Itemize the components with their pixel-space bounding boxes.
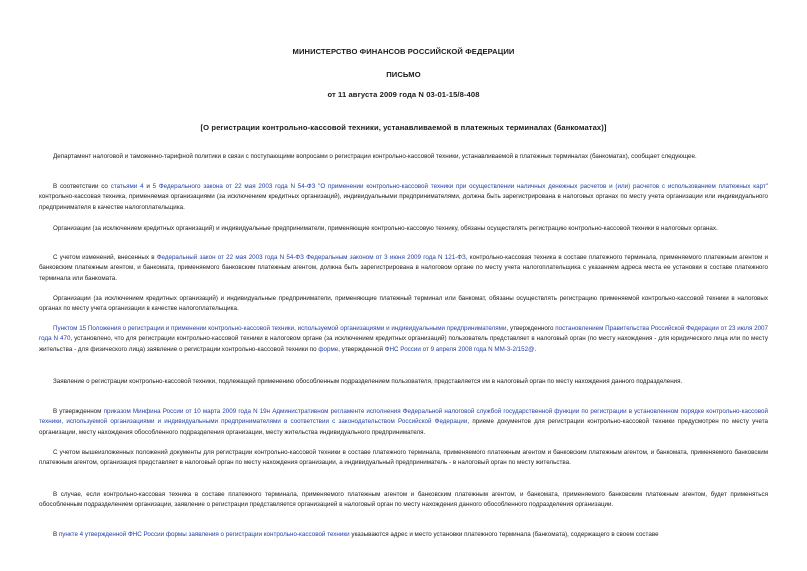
paragraph-text: , установлено, что для регистрации контрольно-кассовой техники в налоговом органе (за исключением кредитных организаций) пользователь представляет в налоговый орган (по месту нахождения - для юридического лица или по месту жительства - для физического лица) заявление о регистрации контрольно-кассовой техники по (39, 335, 768, 353)
paragraph-text: В соответствии со (53, 183, 111, 190)
law-article-4-link[interactable]: статьями 4 (110, 183, 144, 190)
paragraph-text: . (534, 345, 537, 353)
paragraph-8 (39, 407, 768, 438)
paragraph-11 (39, 530, 768, 540)
paragraph-text: указываются адрес и место установки платежного терминала (банкомата), содержащего в своем составе (349, 531, 659, 538)
paragraph-4 (39, 253, 768, 284)
paragraph-7: Заявление о регистрации контрольно-кассовой техники, подлежащей применению обособленным подразделением пользователя, представляется им в налоговый орган по месту нахождения данного подразделения. (53, 378, 683, 385)
paragraph-text: контрольно-кассовая техника, применяемая организациями (за исключением кредитных организаций), индивидуальными предпринимателями, должна быть зарегистрирована в налоговых органах по месту учета организации или индивидуального предпринимателя в качестве налогоплательщика. (39, 193, 768, 211)
federal-law-54fz-link[interactable]: Федеральный закон от 22 мая 2003 года N 54-ФЗ (156, 254, 304, 261)
subject-heading: [О регистрации контрольно-кассовой техники, устанавливаемой в платежных терминалах (банкоматах)] (200, 123, 607, 132)
ministry-heading: МИНИСТЕРСТВО ФИНАНСОВ РОССИЙСКОЙ ФЕДЕРАЦИИ (292, 47, 515, 56)
administrative-regulation-link[interactable]: Административном регламенте исполнения Федеральной налоговой службой государственной функции по регистрации в установленном порядке контрольно-кассовой техники, используемой организациями и индивидуальными предпринимателями в соответствии с законодательством Российской Федерации (39, 408, 768, 426)
regulation-point-15-link[interactable]: Пунктом 15 Положения о регистрации и применении контрольно-кассовой техники, используемой организациями и индивидуальными предпринимателями (53, 325, 507, 332)
federal-law-54fz-link[interactable]: 5 Федерального закона от 22 мая 2003 года N 54-ФЗ "О применении контрольно-кассовой техники при осуществлении наличных денежных расчетов и (или) расчетов с использованием платежных карт" (152, 183, 768, 190)
form-link[interactable]: форме (318, 345, 339, 353)
paragraph-3: Организации (за исключением кредитных организаций) и индивидуальные предприниматели, применяющие контрольно-кассовую технику, обязаны осуществлять регистрацию контрольно-кассовой техники в налоговых органах. (53, 225, 718, 232)
paragraph-text: В утвержденном (53, 408, 104, 415)
paragraph-text: , контрольно-кассовая техника в составе платежного терминала, применяемого платежным агентом и банковским платежным агентом, и банкомата, применяемого банковским платежным агентом, должна быть зарегистрирована в налоговом органе по месту учета налогоплательщика с указанием адреса места ее установки в составе платежного терминала или банкомата. (39, 254, 769, 282)
date-number-heading: от 11 августа 2009 года N 03-01-15/8-408 (327, 90, 480, 99)
paragraph-1: Департамент налоговой и таможенно-тарифной политики в связи с поступающими вопросами о регистрации контрольно-кассовой техники, устанавливаемой в платежных терминалах (банкоматах), сообщает следующее. (53, 153, 697, 160)
paragraph-text: С учетом изменений, внесенных в (53, 254, 157, 261)
application-form-point-4-link[interactable]: пункте 4 утвержденной ФНС России формы заявления о регистрации контрольно-кассовой техники (58, 531, 350, 538)
paragraph-text: , утвержденной (338, 345, 385, 353)
paragraph-5: Организации (за исключением кредитных организаций) и индивидуальные предприниматели, применяющие платежный терминал или банкомат, обязаны осуществлять регистрацию применяемой контрольно-кассовой техники в налоговых органах по месту учета организации в качестве налогоплательщика. (39, 295, 768, 313)
minfin-order-19n-link[interactable]: приказом Минфина России от 10 марта 2009 года N 19н (103, 408, 271, 415)
document-type-heading: ПИСЬМО (386, 70, 421, 79)
paragraph-6 (39, 324, 768, 355)
federal-law-121fz-link[interactable]: Федеральным законом от 3 июня 2009 года N 121-ФЗ (306, 254, 466, 261)
government-decree-470-link[interactable]: постановлением Правительства Российской Федерации от 23 июля 2007 года N 470 (39, 325, 768, 343)
paragraph-text: и (143, 183, 153, 190)
paragraph-text: В (53, 531, 59, 538)
paragraph-9: С учетом вышеизложенных положений документы для регистрации контрольно-кассовой техники в составе платежного терминала, применяемого платежным агентом и банковским платежным агентом, и банкомата, применяемого банковским платежным агентом, организация представляет в налоговый орган по месту нахождения организации, а индивидуальный предприниматель - в налоговый орган по месту жительства. (39, 449, 768, 467)
paragraph-text: , приеме документов для регистрации контрольно-кассовой техники предусмотрен по месту учета организации, месту нахождения обособленного подразделения организации, месту жительства индивидуального предпринимателя. (39, 418, 769, 436)
paragraph-text: , утвержденного (506, 325, 556, 332)
paragraph-10: В случае, если контрольно-кассовая техника в составе платежного терминала, применяемого платежным агентом и банковским платежным агентом, и банкомата, применяемого банковским платежным агентом, будет применяться обособленным подразделением организации, заявление о регистрации представляется организацией в налоговый орган по месту нахождения данного обособленного подразделения организации. (39, 491, 768, 509)
paragraph-2 (39, 182, 768, 213)
fns-order-link[interactable]: ФНС России от 9 апреля 2008 года N ММ-3-2/152@ (384, 345, 535, 353)
